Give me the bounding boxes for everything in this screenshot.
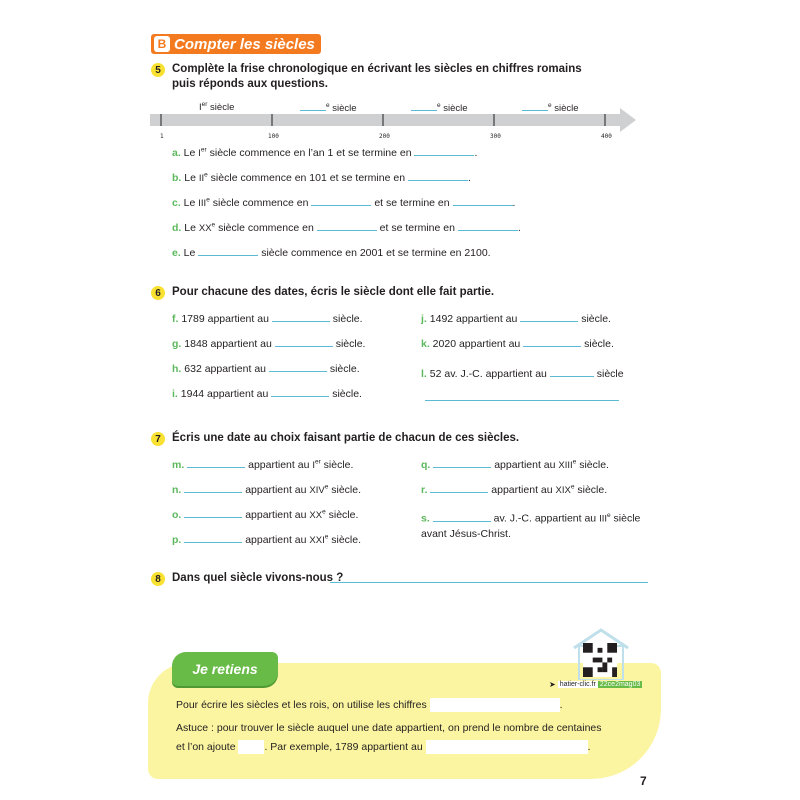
section-title: Compter les siècles <box>174 35 315 53</box>
tick-label-400: 400 <box>601 133 612 140</box>
item-k: k. 2020 appartient au siècle. <box>421 338 614 350</box>
item-d-blank-2[interactable] <box>458 221 518 231</box>
tick-label-200: 200 <box>379 133 390 140</box>
item-f-blank[interactable] <box>272 312 330 322</box>
retiens-line-2: Astuce : pour trouver le siècle auquel une date appartient, on prend le nombre de centaines <box>176 722 602 734</box>
item-d: d. Le XXe siècle commence en et se termine en . <box>172 221 521 234</box>
section-header <box>151 34 321 54</box>
item-i-blank[interactable] <box>271 387 329 397</box>
timeline-label-1: Ier siècle <box>199 101 235 114</box>
item-l-answer-line[interactable] <box>425 400 619 401</box>
tick-label-100: 100 <box>268 133 279 140</box>
item-p: p. appartient au XXIe siècle. <box>172 533 362 546</box>
item-s-blank[interactable] <box>433 512 491 522</box>
section-letter: B <box>154 36 170 52</box>
timeline-label-4: $^e$ siècle <box>522 101 579 114</box>
item-m: m. appartient au Ier siècle. <box>172 458 354 471</box>
item-n: n. appartient au XIVe siècle. <box>172 483 362 496</box>
qr-link[interactable] <box>549 680 642 689</box>
item-r-blank[interactable] <box>430 483 488 493</box>
item-r: r. appartient au XIXe siècle. <box>421 483 608 496</box>
item-j: j. 1492 appartient au siècle. <box>421 313 611 325</box>
item-b: b. Le IIe siècle commence en 101 et se termine en . <box>172 171 471 184</box>
timeline-label-3: $^e$ siècle <box>411 101 468 114</box>
qr-site: hatier-clic.fr <box>559 681 596 688</box>
retiens-blank-3[interactable] <box>426 740 588 754</box>
item-i: i. 1944 appartient au siècle. <box>172 388 362 400</box>
item-o-blank[interactable] <box>184 508 242 518</box>
item-c: c. Le IIIe siècle commence en et se termine en . <box>172 196 516 209</box>
item-m-blank[interactable] <box>187 458 245 468</box>
item-a: a. Le Ier siècle commence en l’an 1 et se termine en . <box>172 146 478 159</box>
retiens-badge: Je retiens <box>172 652 278 686</box>
exercise-8-title: Dans quel siècle vivons-nous ? <box>172 572 344 584</box>
item-e: e. Le siècle commence en 2001 et se termine en 2100. <box>172 247 491 259</box>
tick-label-300: 300 <box>490 133 501 140</box>
item-a-blank[interactable] <box>414 146 474 156</box>
retiens-blank-2[interactable] <box>238 740 264 754</box>
item-g-blank[interactable] <box>275 337 333 347</box>
item-f: f. 1789 appartient au siècle. <box>172 313 363 325</box>
item-n-blank[interactable] <box>184 483 242 493</box>
item-c-blank-1[interactable] <box>311 196 371 206</box>
item-b-blank[interactable] <box>408 171 468 181</box>
timeline-arrow <box>150 108 640 144</box>
exercise-6-number: 6 <box>151 286 165 300</box>
timeline-label-2: $^e$ siècle <box>300 101 357 114</box>
retiens-line-3: et l’on ajoute . Par exemple, 1789 appartient au . <box>176 740 591 753</box>
qr-code-icon[interactable] <box>583 643 617 677</box>
item-o: o. appartient au XXe siècle. <box>172 508 359 521</box>
exercise-7-number: 7 <box>151 432 165 446</box>
arrow-icon: ➤ <box>549 680 556 689</box>
tick-label-1: 1 <box>160 133 164 140</box>
item-q: q. appartient au XIIIe siècle. <box>421 458 609 471</box>
item-q-blank[interactable] <box>433 458 491 468</box>
page-number: 7 <box>640 774 647 788</box>
retiens-line-1: Pour écrire les siècles et les rois, on utilise les chiffres . <box>176 698 563 711</box>
item-h: h. 632 appartient au siècle. <box>172 363 360 375</box>
exercise-8-number: 8 <box>151 572 165 586</box>
item-c-blank-2[interactable] <box>453 196 513 206</box>
item-h-blank[interactable] <box>269 362 327 372</box>
exercise-5-title-line1: Complète la frise chronologique en écrivant les siècles en chiffres romains <box>172 63 582 75</box>
item-d-blank-1[interactable] <box>317 221 377 231</box>
item-k-blank[interactable] <box>523 337 581 347</box>
exercise-6-title: Pour chacune des dates, écris le siècle dont elle fait partie. <box>172 286 495 298</box>
item-g: g. 1848 appartient au siècle. <box>172 338 366 350</box>
exercise-7-title: Écris une date au choix faisant partie de chacun de ces siècles. <box>172 432 520 444</box>
exercise-5-number: 5 <box>151 63 165 77</box>
exercise-8-answer-line[interactable] <box>330 582 648 583</box>
item-j-blank[interactable] <box>520 312 578 322</box>
exercise-5-title <box>172 62 582 92</box>
item-s: s. av. J.-C. appartient au IIIe siècle avant Jésus-Christ. <box>421 512 641 540</box>
retiens-blank-1[interactable] <box>430 698 560 712</box>
timeline-bar <box>150 108 636 132</box>
item-p-blank[interactable] <box>184 533 242 543</box>
item-e-blank[interactable] <box>198 246 258 256</box>
item-s-line2: avant Jésus-Christ. <box>421 527 511 540</box>
item-l: l. 52 av. J.-C. appartient au siècle <box>421 368 624 380</box>
item-l-blank[interactable] <box>550 367 594 377</box>
exercise-5-title-line2: puis réponds aux questions. <box>172 78 328 90</box>
qr-code-text: 22ce2mag03 <box>599 681 641 688</box>
